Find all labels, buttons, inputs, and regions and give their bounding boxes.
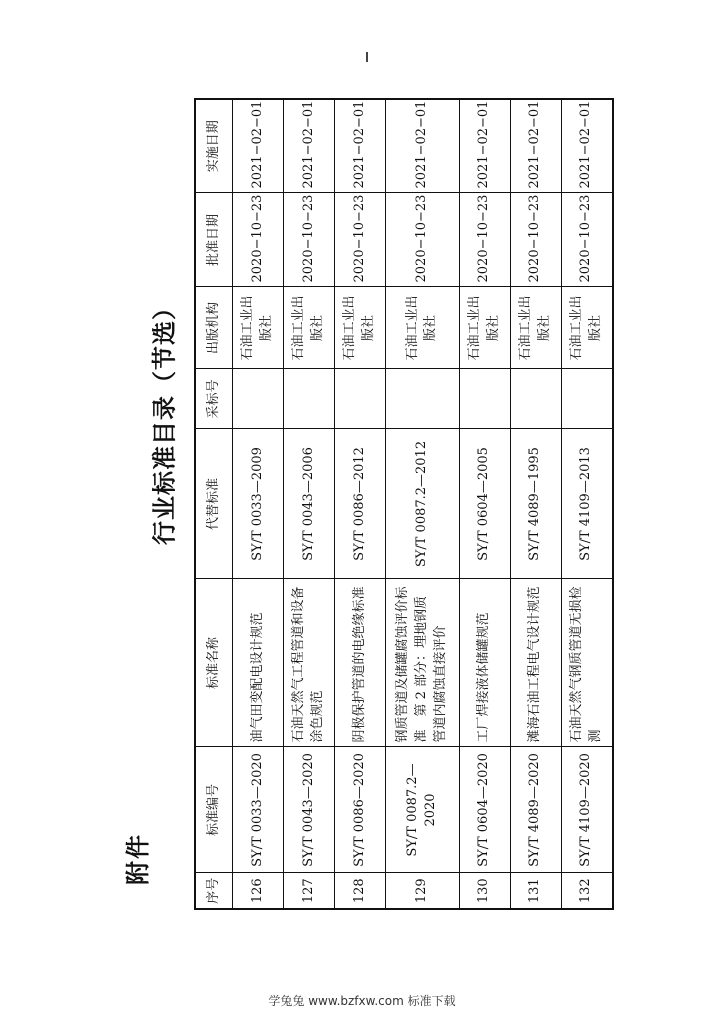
cell-name: 钢质管道及储罐腐蚀评价标准 第 2 部分：埋地钢质管道内腐蚀直接评价 [386,579,460,747]
cell-code: SY/T 0043—2020 [284,747,335,873]
header-row [195,99,233,909]
cell-approve: 2020−10−23 [561,193,613,287]
header-implement: 实施日期 [195,99,233,193]
table-row [459,99,510,909]
cell-approve: 2020−10−23 [459,193,510,287]
cell-implement: 2021−02−01 [284,99,335,193]
standards-table [194,98,614,910]
header-publisher: 出版机构 [195,287,233,369]
cell-code: SY/T 0086—2020 [335,747,386,873]
cell-approve: 2020−10−23 [386,193,460,287]
cell-approve: 2020−10−23 [510,193,561,287]
cell-publisher: 石油工业出版社 [335,287,386,369]
cell-replace: SY/T 4109—2013 [561,429,613,579]
cell-publisher: 石油工业出版社 [386,287,460,369]
cell-adopt [386,369,460,429]
cell-code: SY/T 0033—2020 [233,747,284,873]
cell-no: 128 [335,873,386,909]
cell-name: 油气田变配电设计规范 [233,579,284,747]
table-row [335,99,386,909]
cell-publisher: 石油工业出版社 [284,287,335,369]
standards-table-wrapper [194,100,614,910]
cell-replace: SY/T 0087.2—2012 [386,429,460,579]
cell-adopt [510,369,561,429]
cell-implement: 2021−02−01 [510,99,561,193]
cell-replace: SY/T 0033—2009 [233,429,284,579]
cell-adopt [459,369,510,429]
cell-replace: SY/T 0086—2012 [335,429,386,579]
cell-adopt [561,369,613,429]
page-title: 行业标准目录（节选） [150,295,179,545]
cell-name: 石油天然气钢质管道无损检测 [561,579,613,747]
cell-implement: 2021−02−01 [386,99,460,193]
cell-approve: 2020−10−23 [284,193,335,287]
cell-replace: SY/T 0604—2005 [459,429,510,579]
cell-implement: 2021−02−01 [233,99,284,193]
header-name: 标准名称 [195,579,233,747]
header-replace: 代替标准 [195,429,233,579]
scan-mark [366,52,368,62]
cell-name: 石油天然气工程管道和设备涂色规范 [284,579,335,747]
cell-publisher: 石油工业出版社 [561,287,613,369]
header-approve: 批准日期 [195,193,233,287]
attachment-label: 附件 [124,833,152,885]
header-code: 标准编号 [195,747,233,873]
cell-code: SY/T 4089—2020 [510,747,561,873]
cell-adopt [233,369,284,429]
cell-name: 滩海石油工程电气设计规范 [510,579,561,747]
footer-watermark: 学兔兔 www.bzfxw.com 标准下载 [268,994,456,1008]
cell-publisher: 石油工业出版社 [459,287,510,369]
cell-code: SY/T 0604—2020 [459,747,510,873]
cell-no: 129 [386,873,460,909]
table-row [233,99,284,909]
cell-publisher: 石油工业出版社 [510,287,561,369]
cell-approve: 2020−10−23 [233,193,284,287]
cell-replace: SY/T 4089—1995 [510,429,561,579]
table-row [284,99,335,909]
cell-no: 132 [561,873,613,909]
cell-replace: SY/T 0043—2006 [284,429,335,579]
cell-no: 126 [233,873,284,909]
cell-implement: 2021−02−01 [335,99,386,193]
cell-code: SY/T 4109—2020 [561,747,613,873]
cell-publisher: 石油工业出版社 [233,287,284,369]
cell-approve: 2020−10−23 [335,193,386,287]
cell-no: 127 [284,873,335,909]
cell-implement: 2021−02−01 [459,99,510,193]
table-row [386,99,460,909]
cell-adopt [335,369,386,429]
cell-no: 131 [510,873,561,909]
cell-implement: 2021−02−01 [561,99,613,193]
cell-name: 工厂焊接液体储罐规范 [459,579,510,747]
header-adopt: 采标号 [195,369,233,429]
table-row [561,99,613,909]
cell-no: 130 [459,873,510,909]
cell-code: SY/T 0087.2—2020 [386,747,460,873]
header-no: 序号 [195,873,233,909]
table-row [510,99,561,909]
cell-adopt [284,369,335,429]
cell-name: 阴极保护管道的电绝缘标准 [335,579,386,747]
